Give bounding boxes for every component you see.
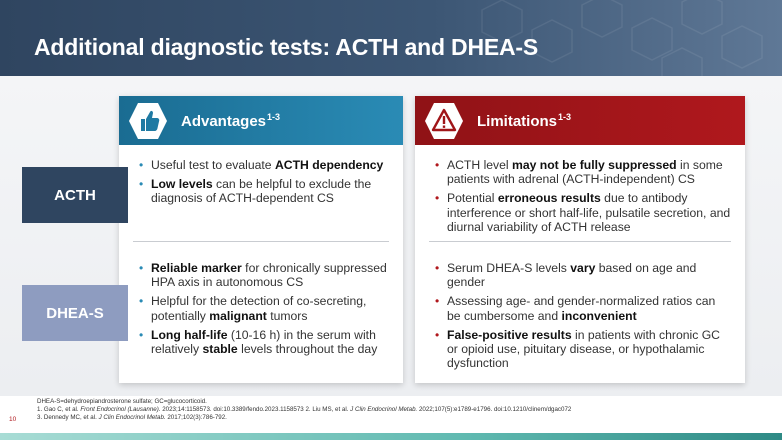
row-label-acth: ACTH (22, 167, 128, 223)
limitations-acth-section (415, 158, 745, 239)
section-divider (429, 241, 731, 242)
limitations-panel (415, 96, 745, 383)
list-item: • Assessing age- and gender-normalized ratios can be cumbersome and inconvenient (435, 294, 731, 322)
section-divider (133, 241, 389, 242)
abbreviations: DHEA-S=dehydroepiandrosterone sulfate; GC=glucocorticoid. (37, 398, 207, 405)
reference-line-1: 1. Gao C, et al. Front Endocrinol (Lausanne). 2023;14:1158573. doi:10.3389/fendo.2023.1158573 2. Liu MS, et al. J Clin Endocrinol Metab. 2022;107(5):e1789-e1796. doi:10.1210/clinem/dgac072 (37, 406, 572, 414)
advantages-acth-section (119, 158, 403, 211)
limitations-dhea-section (415, 261, 745, 375)
advantages-header (119, 96, 403, 145)
limitations-title: Limitations$^{1-3}$ (477, 111, 572, 130)
list-item: • False-positive results in patients with chronic GC or opioid use, pituitary disease, or hypothalamic dysfunction (435, 328, 731, 371)
list-item: • Reliable marker for chronically suppressed HPA axis in autonomous CS (139, 261, 389, 289)
advantages-panel (119, 96, 403, 383)
reference-line-2: 3. Dennedy MC, et al. J Clin Endocrinol Metab. 2017;102(3):786-792. (37, 414, 227, 422)
thumbs-up-icon (123, 96, 173, 145)
limitations-header (415, 96, 745, 145)
list-item: • Potential erroneous results due to antibody interference or short half-life, pulsatile secretion, and diurnal variability of ACTH release (435, 191, 731, 234)
list-item: • Low levels can be helpful to exclude the diagnosis of ACTH-dependent CS (139, 177, 389, 205)
row-label-dhea-s: DHEA-S (22, 285, 128, 341)
page-title: Additional diagnostic tests: ACTH and DHEA-S (34, 34, 539, 60)
page-number: 10 (9, 416, 17, 423)
warning-icon (419, 96, 469, 145)
list-item: • Helpful for the detection of co-secreting, potentially malignant tumors (139, 294, 389, 322)
advantages-dhea-section (119, 261, 403, 361)
list-item: • Long half-life (10-16 h) in the serum with relatively stable levels throughout the day (139, 328, 389, 356)
footnotes (37, 398, 571, 423)
advantages-title: Advantages$^{1-3}$ (181, 111, 281, 130)
list-item: • Serum DHEA-S levels vary based on age and gender (435, 261, 731, 289)
title-bar (0, 0, 782, 76)
footer-accent-bar (0, 433, 782, 440)
list-item: • ACTH level may not be fully suppressed in some patients with adrenal (ACTH-independent) CS (435, 158, 731, 186)
list-item: • Useful test to evaluate ACTH dependency (139, 158, 389, 172)
